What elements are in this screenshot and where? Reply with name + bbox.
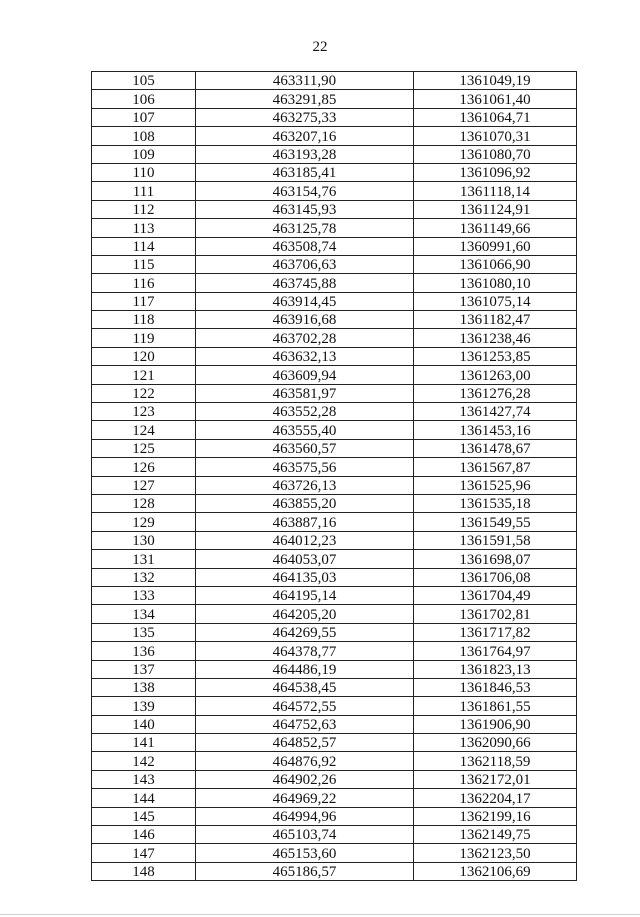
y-coordinate-cell: 1361525,96 bbox=[414, 476, 577, 494]
y-coordinate-cell: 1361253,85 bbox=[414, 347, 577, 365]
y-coordinate-cell: 1362204,17 bbox=[414, 789, 577, 807]
y-coordinate-cell: 1361478,67 bbox=[414, 439, 577, 457]
table-row bbox=[92, 513, 577, 531]
page-number: 22 bbox=[312, 39, 328, 55]
x-coordinate-cell: 463291,85 bbox=[196, 90, 414, 108]
point-number-cell: 136 bbox=[92, 642, 196, 660]
point-number-cell: 107 bbox=[92, 108, 196, 126]
y-coordinate-cell: 1361906,90 bbox=[414, 715, 577, 733]
point-number-cell: 148 bbox=[92, 862, 196, 880]
table-row bbox=[92, 770, 577, 788]
x-coordinate-cell: 463555,40 bbox=[196, 421, 414, 439]
point-number-cell: 120 bbox=[92, 347, 196, 365]
x-coordinate-cell: 465103,74 bbox=[196, 826, 414, 844]
x-coordinate-cell: 463185,41 bbox=[196, 163, 414, 181]
y-coordinate-cell: 1361064,71 bbox=[414, 108, 577, 126]
table-row bbox=[92, 623, 577, 641]
y-coordinate-cell: 1362149,75 bbox=[414, 826, 577, 844]
table-row bbox=[92, 311, 577, 329]
point-number-cell: 112 bbox=[92, 200, 196, 218]
x-coordinate-cell: 464053,07 bbox=[196, 550, 414, 568]
point-number-cell: 113 bbox=[92, 219, 196, 237]
point-number-cell: 108 bbox=[92, 127, 196, 145]
y-coordinate-cell: 1361535,18 bbox=[414, 494, 577, 512]
x-coordinate-cell: 463560,57 bbox=[196, 439, 414, 457]
y-coordinate-cell: 1361061,40 bbox=[414, 90, 577, 108]
point-number-cell: 145 bbox=[92, 807, 196, 825]
point-number-cell: 116 bbox=[92, 274, 196, 292]
x-coordinate-cell: 463145,93 bbox=[196, 200, 414, 218]
point-number-cell: 117 bbox=[92, 292, 196, 310]
y-coordinate-cell: 1362118,59 bbox=[414, 752, 577, 770]
table-row bbox=[92, 384, 577, 402]
table-row bbox=[92, 421, 577, 439]
point-number-cell: 134 bbox=[92, 605, 196, 623]
table-row bbox=[92, 329, 577, 347]
x-coordinate-cell: 464572,55 bbox=[196, 697, 414, 715]
y-coordinate-cell: 1361080,70 bbox=[414, 145, 577, 163]
y-coordinate-cell: 1361717,82 bbox=[414, 623, 577, 641]
table-row bbox=[92, 145, 577, 163]
table-row bbox=[92, 826, 577, 844]
table-row bbox=[92, 347, 577, 365]
table-row bbox=[92, 108, 577, 126]
point-number-cell: 146 bbox=[92, 826, 196, 844]
y-coordinate-cell: 1361591,58 bbox=[414, 531, 577, 549]
y-coordinate-cell: 1361453,16 bbox=[414, 421, 577, 439]
y-coordinate-cell: 1362106,69 bbox=[414, 862, 577, 880]
y-coordinate-cell: 1361706,08 bbox=[414, 568, 577, 586]
x-coordinate-cell: 464902,26 bbox=[196, 770, 414, 788]
point-number-cell: 129 bbox=[92, 513, 196, 531]
x-coordinate-cell: 463855,20 bbox=[196, 494, 414, 512]
point-number-cell: 140 bbox=[92, 715, 196, 733]
point-number-cell: 131 bbox=[92, 550, 196, 568]
table-row bbox=[92, 752, 577, 770]
point-number-cell: 141 bbox=[92, 734, 196, 752]
table-row bbox=[92, 494, 577, 512]
table-row bbox=[92, 127, 577, 145]
table-row bbox=[92, 219, 577, 237]
point-number-cell: 147 bbox=[92, 844, 196, 862]
x-coordinate-cell: 465186,57 bbox=[196, 862, 414, 880]
y-coordinate-cell: 1362090,66 bbox=[414, 734, 577, 752]
x-coordinate-cell: 463552,28 bbox=[196, 403, 414, 421]
table-row bbox=[92, 182, 577, 200]
point-number-cell: 122 bbox=[92, 384, 196, 402]
y-coordinate-cell: 1361075,14 bbox=[414, 292, 577, 310]
point-number-cell: 144 bbox=[92, 789, 196, 807]
table-row bbox=[92, 72, 577, 90]
x-coordinate-cell: 463125,78 bbox=[196, 219, 414, 237]
x-coordinate-cell: 463745,88 bbox=[196, 274, 414, 292]
table-row bbox=[92, 586, 577, 604]
table-row bbox=[92, 550, 577, 568]
x-coordinate-cell: 464378,77 bbox=[196, 642, 414, 660]
x-coordinate-cell: 463207,16 bbox=[196, 127, 414, 145]
table-row bbox=[92, 366, 577, 384]
x-coordinate-cell: 463193,28 bbox=[196, 145, 414, 163]
x-coordinate-cell: 463726,13 bbox=[196, 476, 414, 494]
table-row bbox=[92, 734, 577, 752]
point-number-cell: 106 bbox=[92, 90, 196, 108]
y-coordinate-cell: 1361149,66 bbox=[414, 219, 577, 237]
x-coordinate-cell: 463575,56 bbox=[196, 458, 414, 476]
coordinates-table bbox=[91, 71, 577, 881]
y-coordinate-cell: 1361698,07 bbox=[414, 550, 577, 568]
x-coordinate-cell: 464486,19 bbox=[196, 660, 414, 678]
y-coordinate-cell: 1362123,50 bbox=[414, 844, 577, 862]
y-coordinate-cell: 1362199,16 bbox=[414, 807, 577, 825]
x-coordinate-cell: 464969,22 bbox=[196, 789, 414, 807]
y-coordinate-cell: 1361276,28 bbox=[414, 384, 577, 402]
x-coordinate-cell: 463914,45 bbox=[196, 292, 414, 310]
x-coordinate-cell: 464205,20 bbox=[196, 605, 414, 623]
point-number-cell: 123 bbox=[92, 403, 196, 421]
x-coordinate-cell: 464195,14 bbox=[196, 586, 414, 604]
x-coordinate-cell: 464012,23 bbox=[196, 531, 414, 549]
table-row bbox=[92, 531, 577, 549]
point-number-cell: 105 bbox=[92, 72, 196, 90]
table-row bbox=[92, 439, 577, 457]
y-coordinate-cell: 1361049,19 bbox=[414, 72, 577, 90]
x-coordinate-cell: 464876,92 bbox=[196, 752, 414, 770]
y-coordinate-cell: 1361238,46 bbox=[414, 329, 577, 347]
x-coordinate-cell: 463706,63 bbox=[196, 255, 414, 273]
table-row bbox=[92, 660, 577, 678]
point-number-cell: 125 bbox=[92, 439, 196, 457]
y-coordinate-cell: 1361567,87 bbox=[414, 458, 577, 476]
y-coordinate-cell: 1360991,60 bbox=[414, 237, 577, 255]
y-coordinate-cell: 1361549,55 bbox=[414, 513, 577, 531]
point-number-cell: 114 bbox=[92, 237, 196, 255]
point-number-cell: 138 bbox=[92, 678, 196, 696]
table-row bbox=[92, 844, 577, 862]
point-number-cell: 143 bbox=[92, 770, 196, 788]
point-number-cell: 109 bbox=[92, 145, 196, 163]
point-number-cell: 121 bbox=[92, 366, 196, 384]
table-row bbox=[92, 200, 577, 218]
table-row bbox=[92, 568, 577, 586]
x-coordinate-cell: 463508,74 bbox=[196, 237, 414, 255]
point-number-cell: 133 bbox=[92, 586, 196, 604]
table-row bbox=[92, 715, 577, 733]
table-row bbox=[92, 163, 577, 181]
point-number-cell: 115 bbox=[92, 255, 196, 273]
table-row bbox=[92, 678, 577, 696]
x-coordinate-cell: 464269,55 bbox=[196, 623, 414, 641]
table-row bbox=[92, 292, 577, 310]
x-coordinate-cell: 464538,45 bbox=[196, 678, 414, 696]
x-coordinate-cell: 464752,63 bbox=[196, 715, 414, 733]
table-row bbox=[92, 274, 577, 292]
table-row bbox=[92, 862, 577, 880]
y-coordinate-cell: 1361182,47 bbox=[414, 311, 577, 329]
table-row bbox=[92, 642, 577, 660]
x-coordinate-cell: 463581,97 bbox=[196, 384, 414, 402]
x-coordinate-cell: 464135,03 bbox=[196, 568, 414, 586]
point-number-cell: 130 bbox=[92, 531, 196, 549]
y-coordinate-cell: 1361427,74 bbox=[414, 403, 577, 421]
y-coordinate-cell: 1361846,53 bbox=[414, 678, 577, 696]
scan-bottom-edge bbox=[0, 914, 640, 915]
y-coordinate-cell: 1361861,55 bbox=[414, 697, 577, 715]
table-body bbox=[92, 72, 577, 881]
y-coordinate-cell: 1362172,01 bbox=[414, 770, 577, 788]
point-number-cell: 132 bbox=[92, 568, 196, 586]
x-coordinate-cell: 463154,76 bbox=[196, 182, 414, 200]
point-number-cell: 142 bbox=[92, 752, 196, 770]
x-coordinate-cell: 464852,57 bbox=[196, 734, 414, 752]
y-coordinate-cell: 1361070,31 bbox=[414, 127, 577, 145]
table-row bbox=[92, 789, 577, 807]
y-coordinate-cell: 1361080,10 bbox=[414, 274, 577, 292]
point-number-cell: 110 bbox=[92, 163, 196, 181]
table-row bbox=[92, 255, 577, 273]
x-coordinate-cell: 463916,68 bbox=[196, 311, 414, 329]
table-row bbox=[92, 90, 577, 108]
point-number-cell: 139 bbox=[92, 697, 196, 715]
y-coordinate-cell: 1361704,49 bbox=[414, 586, 577, 604]
table-row bbox=[92, 807, 577, 825]
x-coordinate-cell: 463609,94 bbox=[196, 366, 414, 384]
y-coordinate-cell: 1361823,13 bbox=[414, 660, 577, 678]
y-coordinate-cell: 1361118,14 bbox=[414, 182, 577, 200]
table-row bbox=[92, 237, 577, 255]
y-coordinate-cell: 1361702,81 bbox=[414, 605, 577, 623]
x-coordinate-cell: 463632,13 bbox=[196, 347, 414, 365]
table-row bbox=[92, 697, 577, 715]
table-row bbox=[92, 458, 577, 476]
y-coordinate-cell: 1361263,00 bbox=[414, 366, 577, 384]
point-number-cell: 127 bbox=[92, 476, 196, 494]
point-number-cell: 135 bbox=[92, 623, 196, 641]
x-coordinate-cell: 463887,16 bbox=[196, 513, 414, 531]
table-row bbox=[92, 476, 577, 494]
y-coordinate-cell: 1361764,97 bbox=[414, 642, 577, 660]
x-coordinate-cell: 465153,60 bbox=[196, 844, 414, 862]
x-coordinate-cell: 463275,33 bbox=[196, 108, 414, 126]
table-row bbox=[92, 403, 577, 421]
point-number-cell: 111 bbox=[92, 182, 196, 200]
table-row bbox=[92, 605, 577, 623]
x-coordinate-cell: 464994,96 bbox=[196, 807, 414, 825]
point-number-cell: 124 bbox=[92, 421, 196, 439]
point-number-cell: 119 bbox=[92, 329, 196, 347]
point-number-cell: 137 bbox=[92, 660, 196, 678]
point-number-cell: 118 bbox=[92, 311, 196, 329]
point-number-cell: 126 bbox=[92, 458, 196, 476]
x-coordinate-cell: 463311,90 bbox=[196, 72, 414, 90]
y-coordinate-cell: 1361066,90 bbox=[414, 255, 577, 273]
x-coordinate-cell: 463702,28 bbox=[196, 329, 414, 347]
y-coordinate-cell: 1361124,91 bbox=[414, 200, 577, 218]
y-coordinate-cell: 1361096,92 bbox=[414, 163, 577, 181]
point-number-cell: 128 bbox=[92, 494, 196, 512]
